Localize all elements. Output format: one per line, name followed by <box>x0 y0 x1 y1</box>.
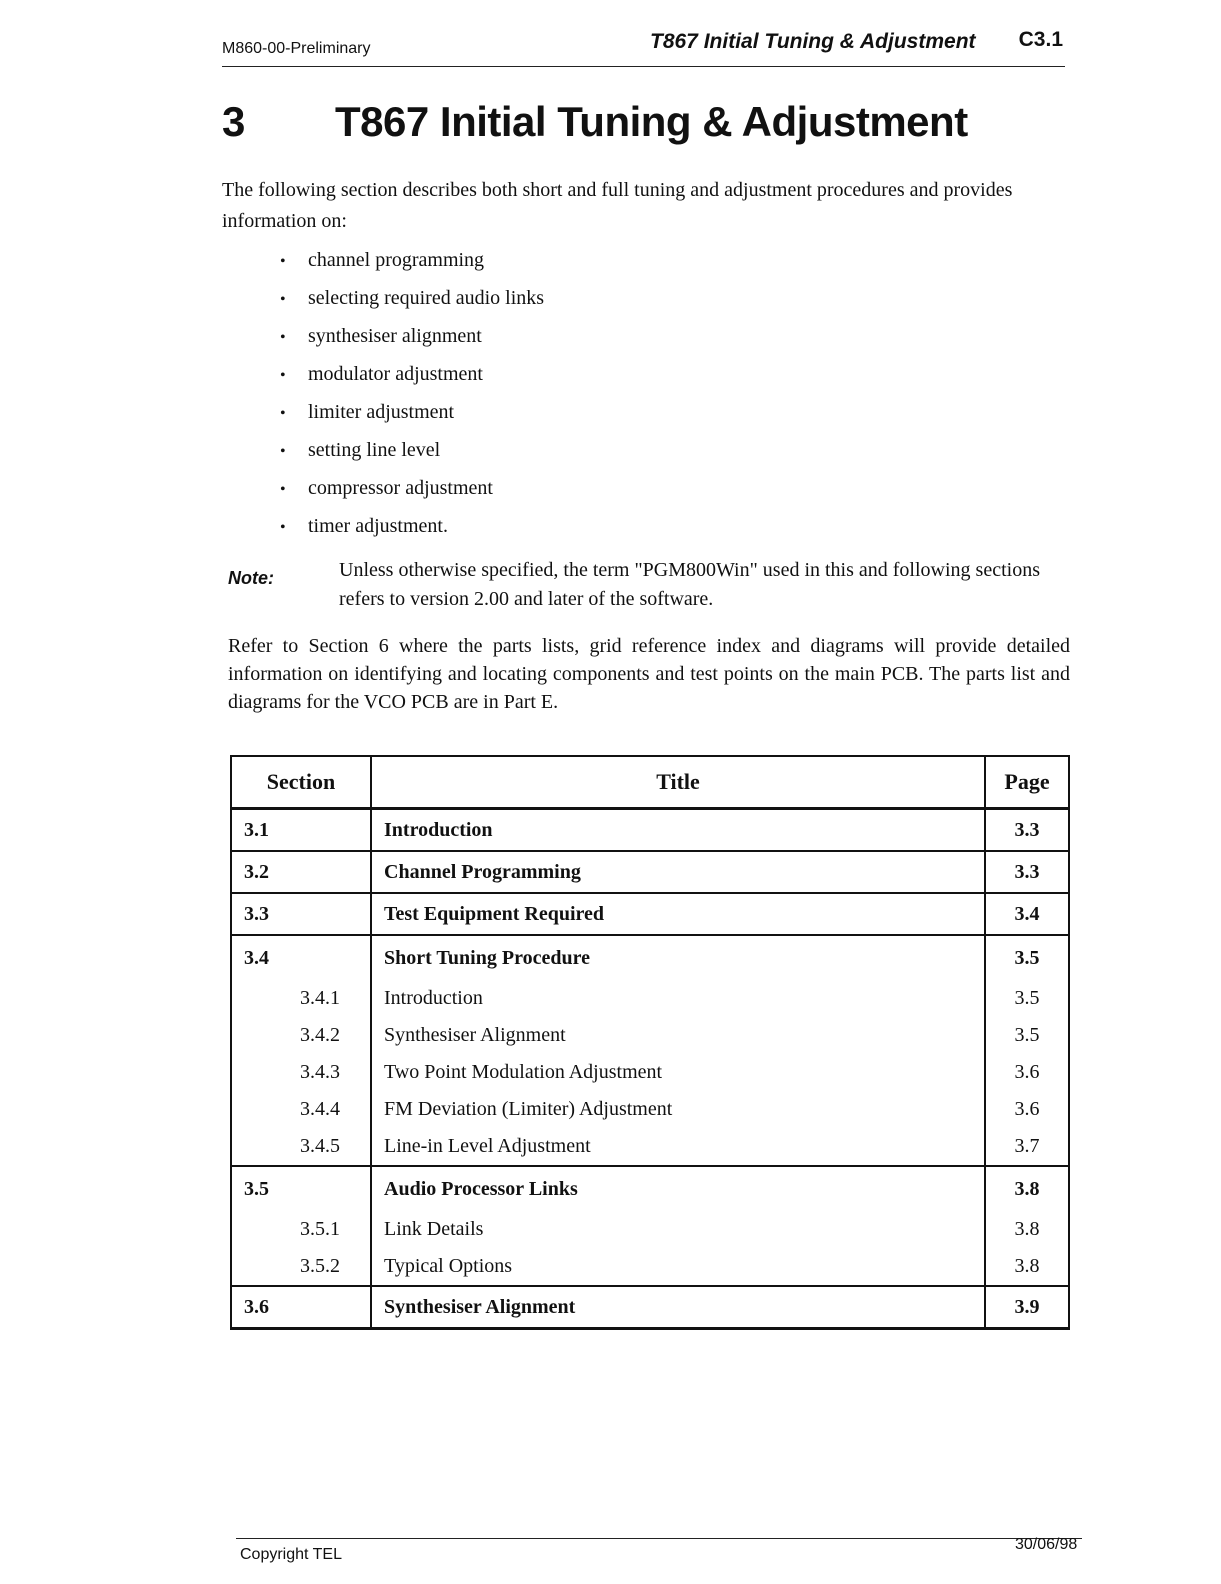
section-number: 3.4.1 <box>231 980 371 1017</box>
page-reference: 3.3 <box>985 809 1069 852</box>
note-text: Unless otherwise specified, the term "PGM800Win" used in this and following sections refers to version 2.00 and later of the software. <box>339 559 1040 610</box>
section-title: Typical Options <box>371 1248 985 1286</box>
contents-subsection-row <box>231 980 1069 1017</box>
page-reference: 3.9 <box>985 1286 1069 1329</box>
contents-subsection-row <box>231 1017 1069 1054</box>
bullet-icon: • <box>280 291 286 308</box>
section-title: Introduction <box>371 809 985 852</box>
section-number: 3.4.5 <box>231 1128 371 1166</box>
page-reference: 3.3 <box>985 851 1069 893</box>
section-number: 3.6 <box>231 1286 371 1329</box>
bullet-icon: • <box>280 405 286 422</box>
section-column-header: Section <box>231 756 371 809</box>
header-rule <box>222 66 1065 67</box>
topic-list <box>280 241 544 545</box>
topic-list-item <box>280 431 544 469</box>
contents-subsection-row <box>231 1128 1069 1166</box>
section-number: 3.4 <box>231 935 371 980</box>
topic-list-item <box>280 507 544 545</box>
page-reference: 3.6 <box>985 1054 1069 1091</box>
page-number: C3.1 <box>1018 28 1063 51</box>
contents-table <box>230 755 1070 1330</box>
page-header <box>222 28 1065 68</box>
topic-list-item <box>280 279 544 317</box>
section-title: Audio Processor Links <box>371 1166 985 1211</box>
section-title: Synthesiser Alignment <box>371 1286 985 1329</box>
page-reference: 3.8 <box>985 1248 1069 1286</box>
topic-text: modulator adjustment <box>308 363 483 385</box>
page-reference: 3.7 <box>985 1128 1069 1166</box>
topic-text: limiter adjustment <box>308 401 455 423</box>
contents-subsection-row <box>231 1211 1069 1248</box>
chapter-title: T867 Initial Tuning & Adjustment <box>335 98 968 145</box>
contents-header-row <box>231 756 1069 809</box>
chapter-heading <box>222 98 968 146</box>
bullet-icon: • <box>280 481 286 498</box>
section-title: Link Details <box>371 1211 985 1248</box>
section-number: 3.4.2 <box>231 1017 371 1054</box>
copyright-text: Copyright TEL <box>240 1546 342 1563</box>
page-reference: 3.4 <box>985 893 1069 935</box>
page-reference: 3.5 <box>985 935 1069 980</box>
section-number: 3.2 <box>231 851 371 893</box>
topic-list-item <box>280 393 544 431</box>
contents-subsection-row <box>231 1054 1069 1091</box>
section-number: 3.5.1 <box>231 1211 371 1248</box>
page-reference: 3.5 <box>985 1017 1069 1054</box>
footer-rule <box>236 1538 1082 1539</box>
section-title: Synthesiser Alignment <box>371 1017 985 1054</box>
section-title: Line-in Level Adjustment <box>371 1128 985 1166</box>
page-reference: 3.6 <box>985 1091 1069 1128</box>
section-number: 3.4.3 <box>231 1054 371 1091</box>
note-label: Note: <box>228 568 274 588</box>
bullet-icon: • <box>280 253 286 270</box>
reference-paragraph: Refer to Section 6 where the parts lists, grid reference index and diagrams will provide detailed information on identifying and locating components and test points on the main PCB. The parts list and diagrams for the VCO PCB are in Part E. <box>228 635 1070 713</box>
page-column-header: Page <box>985 756 1069 809</box>
document-id: M860-00-Preliminary <box>222 40 371 57</box>
bullet-icon: • <box>280 367 286 384</box>
intro-paragraph: The following section describes both short and full tuning and adjustment procedures and provides information on: <box>222 179 1013 232</box>
section-title: FM Deviation (Limiter) Adjustment <box>371 1091 985 1128</box>
contents-section-row <box>231 1166 1069 1211</box>
topic-text: timer adjustment. <box>308 515 448 537</box>
contents-section-row <box>231 809 1069 852</box>
chapter-number: 3 <box>222 98 245 145</box>
bullet-icon: • <box>280 329 286 346</box>
contents-subsection-row <box>231 1248 1069 1286</box>
topic-text: synthesiser alignment <box>308 325 482 347</box>
contents-section-row <box>231 893 1069 935</box>
topic-list-item <box>280 355 544 393</box>
topic-list-item <box>280 317 544 355</box>
page-reference: 3.8 <box>985 1211 1069 1248</box>
page-reference: 3.8 <box>985 1166 1069 1211</box>
topic-list-item <box>280 241 544 279</box>
topic-list-item <box>280 469 544 507</box>
topic-text: compressor adjustment <box>308 477 493 499</box>
topic-text: channel programming <box>308 249 485 271</box>
section-title: Short Tuning Procedure <box>371 935 985 980</box>
footer-date: 30/06/98 <box>1015 1536 1078 1553</box>
contents-table-body <box>231 809 1069 1329</box>
bullet-icon: • <box>280 519 286 536</box>
section-number: 3.5 <box>231 1166 371 1211</box>
contents-section-row <box>231 1286 1069 1329</box>
section-number: 3.3 <box>231 893 371 935</box>
page-reference: 3.5 <box>985 980 1069 1017</box>
topic-text: selecting required audio links <box>308 287 545 309</box>
contents-section-row <box>231 935 1069 980</box>
bullet-icon: • <box>280 443 286 460</box>
running-title: T867 Initial Tuning & Adjustment <box>650 30 976 53</box>
section-title: Test Equipment Required <box>371 893 985 935</box>
contents-subsection-row <box>231 1091 1069 1128</box>
section-title: Two Point Modulation Adjustment <box>371 1054 985 1091</box>
section-number: 3.4.4 <box>231 1091 371 1128</box>
section-number: 3.1 <box>231 809 371 852</box>
contents-section-row <box>231 851 1069 893</box>
title-column-header: Title <box>371 756 985 809</box>
section-title: Channel Programming <box>371 851 985 893</box>
section-title: Introduction <box>371 980 985 1017</box>
topic-text: setting line level <box>308 439 441 461</box>
section-number: 3.5.2 <box>231 1248 371 1286</box>
